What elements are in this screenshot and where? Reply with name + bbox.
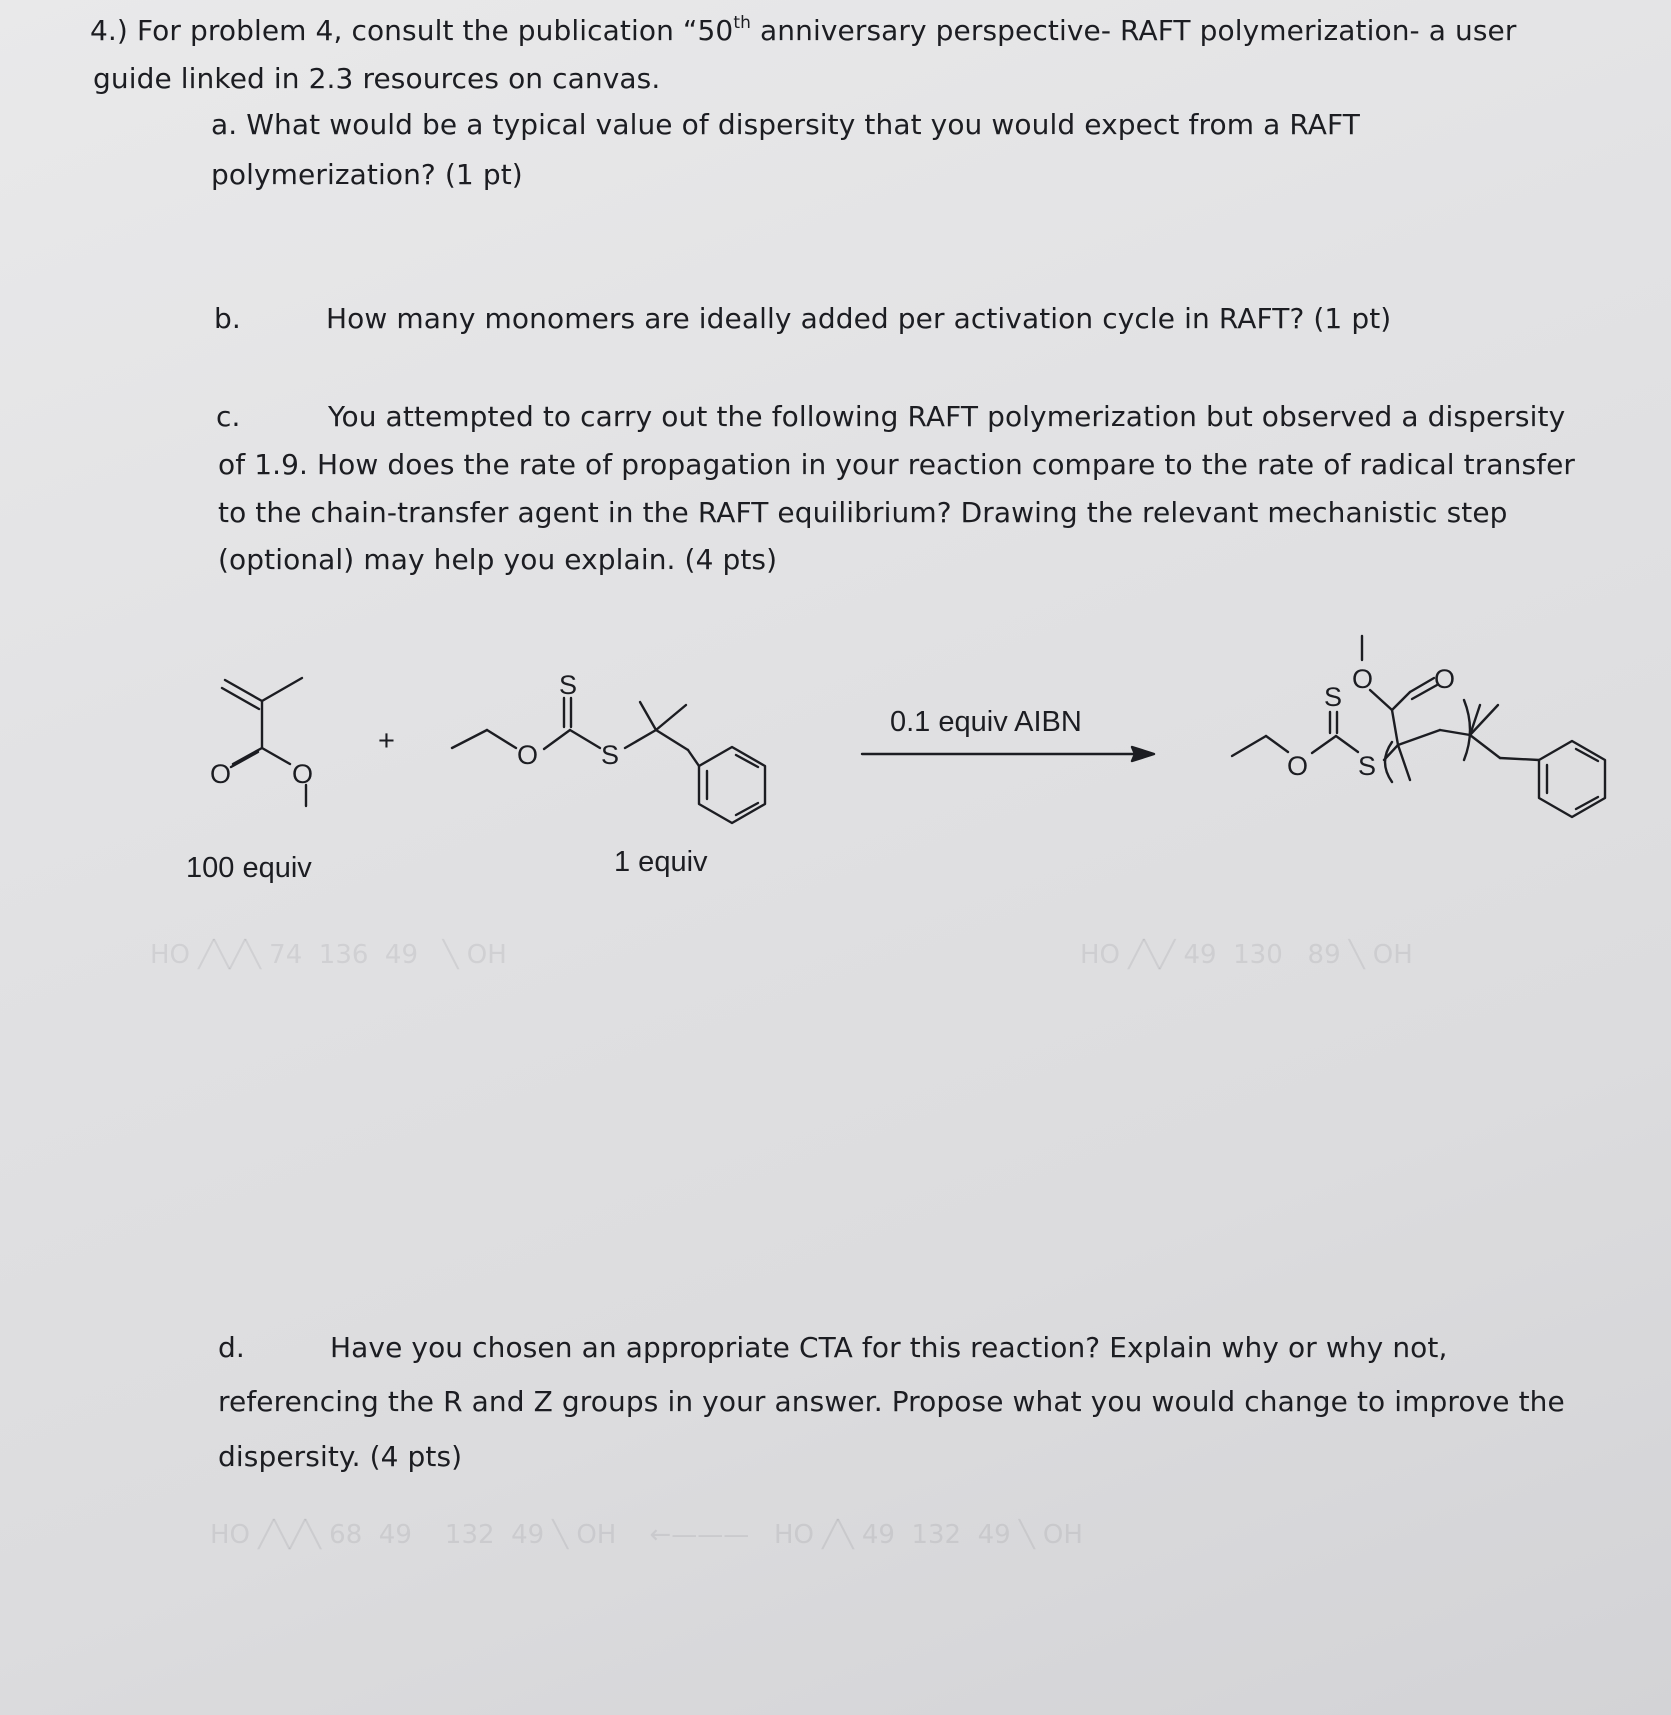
product-polymer-structure (1232, 636, 1605, 817)
part-c-text: You attempted to carry out the following RAFT polymerization but observed a dispersity (328, 400, 1566, 433)
part-d-question-line-1 (218, 1331, 1448, 1365)
cta-ether-oxygen: O (517, 740, 539, 770)
part-d-text: Have you chosen an appropriate CTA for this reaction? Explain why or why not, (330, 1331, 1448, 1364)
show-through-background: HO ╱╲╱╲ 74 136 49 ╲ OH (150, 940, 507, 970)
part-c-label: c. (216, 400, 241, 433)
cta-thioether-sulfur: S (601, 740, 620, 770)
problem-intro-line-2: guide linked in 2.3 resources on canvas. (93, 62, 661, 95)
cta-equiv-label: 1 equiv (614, 846, 708, 878)
part-d-question-line-3: dispersity. (4 pts) (218, 1440, 463, 1473)
problem-intro-line-1: 4.) For problem 4, consult the publication “50th anniversary perspective- RAFT polymerization- a user (90, 13, 1517, 47)
monomer-carbonyl-oxygen: O (210, 759, 232, 789)
reaction-arrow (862, 747, 1154, 761)
product-thioether-sulfur: S (1358, 751, 1377, 781)
part-a-question-line-1: a. What would be a typical value of dispersity that you would expect from a RAFT (211, 108, 1360, 141)
part-c-question-line-4: (optional) may help you explain. (4 pts) (218, 543, 778, 576)
product-carbonyl-oxygen: O (1434, 664, 1456, 694)
show-through-background: HO ╱╲╱╲ 68 49 132 49 ╲ OH ←——— HO ╱╲ 49 132 49 ╲ OH (210, 1520, 1083, 1550)
product-ether-oxygen: O (1287, 751, 1309, 781)
product-ester-oxygen: O (1352, 664, 1374, 694)
reaction-conditions-label: 0.1 equiv AIBN (890, 706, 1082, 738)
part-c-question-line-2: of 1.9. How does the rate of propagation in your reaction compare to the rate of radical transfer (218, 448, 1576, 481)
part-b-text: How many monomers are ideally added per activation cycle in RAFT? (1 pt) (326, 302, 1392, 335)
product-thione-sulfur: S (1324, 682, 1343, 712)
monomer-equiv-label: 100 equiv (186, 852, 312, 884)
show-through-background: HO ╱╲╱ 49 130 89 ╲ OH (1080, 940, 1413, 970)
monomer-ester-oxygen: O (292, 759, 314, 789)
part-a-question-line-2: polymerization? (1 pt) (211, 158, 523, 191)
part-c-question-line-3: to the chain-transfer agent in the RAFT equilibrium? Drawing the relevant mechanistic step (218, 496, 1508, 529)
part-d-question-line-2: referencing the R and Z groups in your answer. Propose what you would change to improve the (218, 1385, 1565, 1418)
plus-sign: + (378, 725, 395, 757)
part-d-label: d. (218, 1331, 245, 1364)
part-b-label: b. (214, 302, 241, 335)
cta-thione-sulfur: S (559, 670, 578, 700)
